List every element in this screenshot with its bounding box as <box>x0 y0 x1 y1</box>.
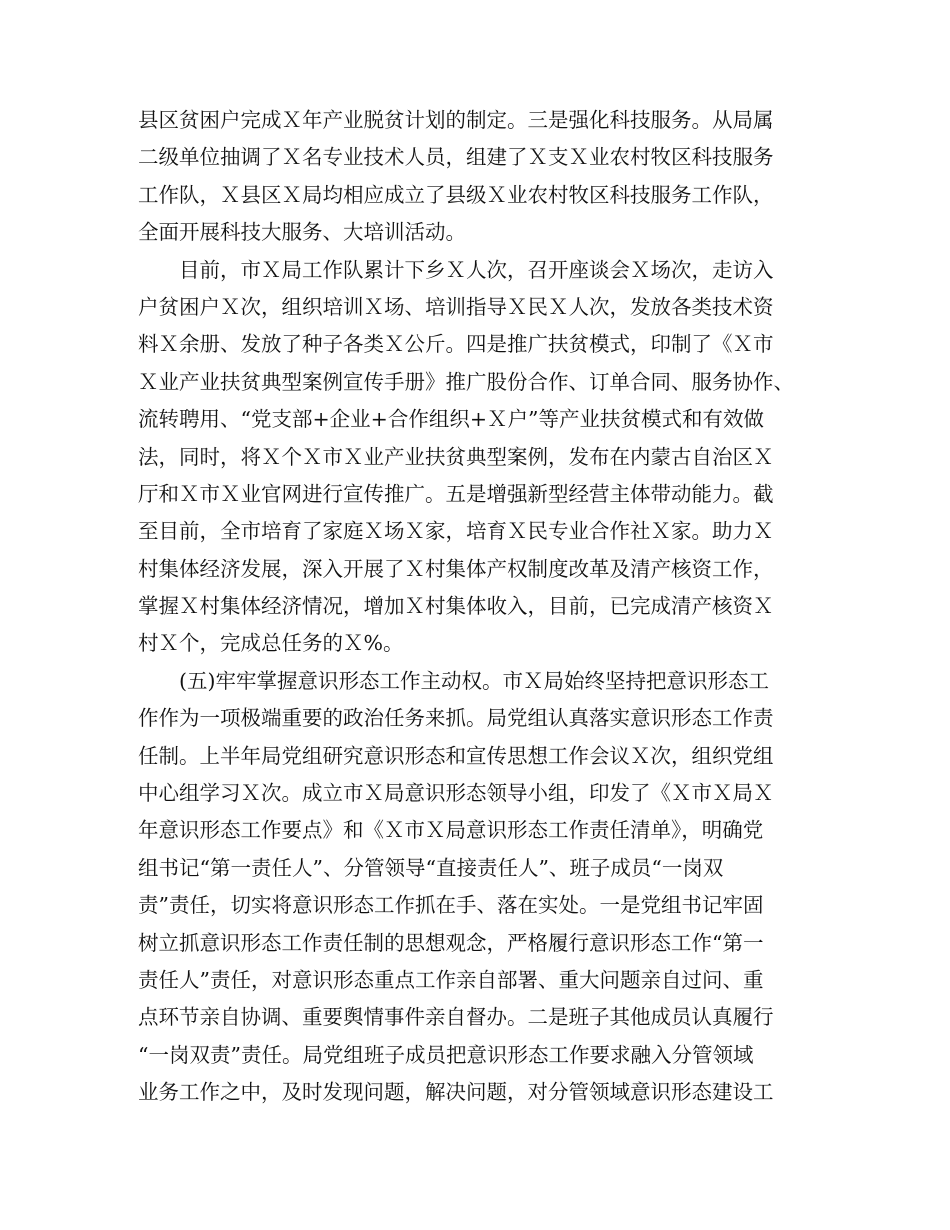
text-line: 厅和Ｘ市Ｘ业官网进行宣传推广。五是增强新型经营主体带动能力。截 <box>138 481 774 506</box>
text-line: 任制。上半年局党组研究意识形态和宣传思想工作会议Ｘ次，组织党组 <box>138 743 774 768</box>
text-line: 工作队，Ｘ县区Ｘ局均相应成立了县级Ｘ业农村牧区科技服务工作队， <box>138 182 774 207</box>
text-line: 料Ｘ余册、发放了种子各类Ｘ公斤。四是推广扶贫模式，印制了《Ｘ市 <box>138 332 774 357</box>
text-line: 年意识形态工作要点》和《Ｘ市Ｘ局意识形态工作责任清单》，明确党 <box>138 818 764 843</box>
text-line: 村集体经济发展，深入开展了Ｘ村集体产权制度改革及清产核资工作， <box>138 556 774 581</box>
text-line: 至目前，全市培育了家庭Ｘ场Ｘ家，培育Ｘ民专业合作社Ｘ家。助力Ｘ <box>138 519 774 544</box>
text-line: 县区贫困户完成Ｘ年产业脱贫计划的制定。三是强化科技服务。从局属 <box>138 108 774 132</box>
text-line: 流转聘用、“党支部+企业+合作组织+Ｘ户”等产业扶贫模式和有效做 <box>138 407 764 432</box>
text-line: “一岗双责”责任。局党组班子成员把意识形态工作要求融入分管领域 <box>138 1042 754 1067</box>
text-line: 户贫困户Ｘ次，组织培训Ｘ场、培训指导Ｘ民Ｘ人次，发放各类技术资 <box>138 294 774 319</box>
text-line: 全面开展科技大服务、大培训活动。 <box>138 220 466 245</box>
text-line: 掌握Ｘ村集体经济情况，增加Ｘ村集体收入，目前，已完成清产核资Ｘ <box>138 594 774 619</box>
text-line: 法，同时，将Ｘ个Ｘ市Ｘ业产业扶贫典型案例，发布在内蒙古自治区Ｘ <box>138 444 774 469</box>
section-heading-line: (五)牢牢掌握意识形态工作主动权。市Ｘ局始终坚持把意识形态工 <box>179 668 769 693</box>
text-line: 中心组学习Ｘ次。成立市Ｘ局意识形态领导小组，印发了《Ｘ市Ｘ局Ｘ <box>138 781 774 806</box>
text-line: 责任人”责任，对意识形态重点工作亲自部署、重大问题亲自过问、重 <box>138 967 764 992</box>
text-line: 作作为一项极端重要的政治任务来抓。局党组认真落实意识形态工作责 <box>138 706 774 731</box>
body-text <box>138 102 828 1112</box>
paragraph-start-line: 目前，市Ｘ局工作队累计下乡Ｘ人次，召开座谈会Ｘ场次，走访入 <box>179 257 774 282</box>
text-line: 树立抓意识形态工作责任制的思想观念，严格履行意识形态工作“第一 <box>138 930 764 955</box>
text-line: 二级单位抽调了Ｘ名专业技术人员，组建了Ｘ支Ｘ业农村牧区科技服务 <box>138 145 774 170</box>
text-line: 点环节亲自协调、重要舆情事件亲自督办。二是班子其他成员认真履行 <box>138 1005 774 1030</box>
text-line: 责”责任，切实将意识形态工作抓在手、落在实处。一是党组书记牢固 <box>138 893 764 918</box>
text-line: 业务工作之中，及时发现问题，解决问题，对分管领域意识形态建设工 <box>138 1080 774 1105</box>
text-line: 村Ｘ个，完成总任务的Ｘ%。 <box>138 631 404 656</box>
text-line: Ｘ业产业扶贫典型案例宣传手册》推广股份合作、订单合同、服务协作、 <box>138 369 794 394</box>
text-line: 组书记“第一责任人”、分管领导“直接责任人”、班子成员“一岗双 <box>138 855 724 880</box>
